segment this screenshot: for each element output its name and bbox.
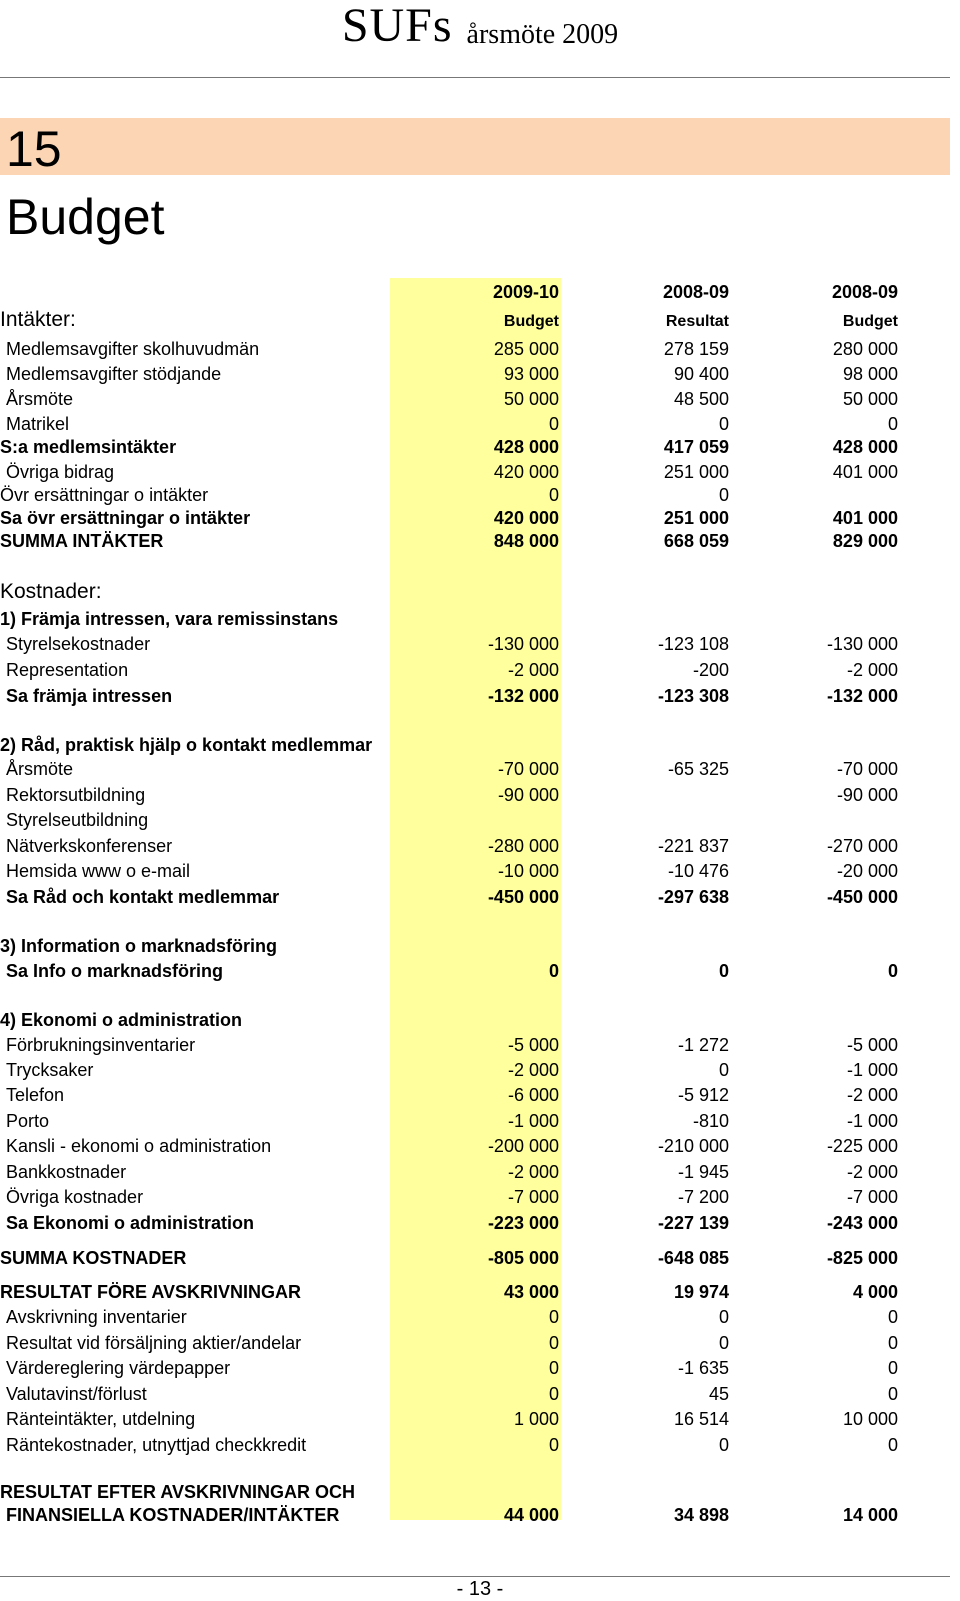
cell-c3: 10 000 — [842, 1409, 898, 1429]
cell-c2: 48 500 — [673, 389, 729, 409]
cell-c2: -210 000 — [657, 1136, 729, 1156]
row-label: Representation — [6, 660, 129, 680]
table-row — [0, 1083, 960, 1107]
cell-c1: 93 000 — [503, 364, 559, 384]
table-row — [0, 658, 960, 682]
col1-year: 2009-10 — [492, 282, 559, 302]
section-intakter: Intäkter: — [0, 308, 76, 331]
cell-c1: 285 000 — [493, 339, 559, 359]
cell-c2: -7 200 — [677, 1187, 729, 1207]
cell-c3: -450 000 — [826, 887, 898, 907]
subtotal-row — [0, 435, 960, 459]
cell-c1: 428 000 — [493, 437, 559, 457]
table-row — [0, 1407, 960, 1431]
row-label: Bankkostnader — [6, 1162, 127, 1182]
cell-c3: 50 000 — [842, 389, 898, 409]
row-label: S:a medlemsintäkter — [0, 437, 177, 457]
cell-c2: 251 000 — [663, 462, 729, 482]
cell-c2: -5 912 — [677, 1085, 729, 1105]
table-row — [0, 1058, 960, 1082]
row-label: Kansli - ekonomi o administration — [6, 1136, 272, 1156]
cell-c1: -90 000 — [497, 785, 559, 805]
table-row — [0, 834, 960, 858]
final-result-heading — [0, 1480, 960, 1504]
cell-c2: -10 476 — [667, 861, 729, 881]
cell-c3: -1 000 — [846, 1060, 898, 1080]
cell-c2: 278 159 — [663, 339, 729, 359]
cell-c1: -2 000 — [507, 1162, 559, 1182]
cell-c2: -65 325 — [667, 759, 729, 779]
cell-c2: 19 974 — [673, 1282, 729, 1302]
table-row — [0, 387, 960, 411]
table-row — [0, 859, 960, 883]
row-label: Rektorsutbildning — [6, 785, 146, 805]
cell-c3: -2 000 — [846, 1162, 898, 1182]
row-label: Porto — [6, 1111, 50, 1131]
row-label: Räntekostnader, utnyttjad checkkredit — [6, 1435, 307, 1455]
cell-c3: 829 000 — [832, 531, 898, 551]
cell-c1: -450 000 — [487, 887, 559, 907]
row-label: Sa främja intressen — [6, 686, 173, 706]
cell-c3: -2 000 — [846, 660, 898, 680]
table-row — [0, 1033, 960, 1057]
row-label: Trycksaker — [6, 1060, 94, 1080]
group-heading — [0, 607, 960, 631]
cell-c3: -2 000 — [846, 1085, 898, 1105]
cell-c3: 401 000 — [832, 462, 898, 482]
table-row — [0, 1331, 960, 1355]
col2-type: Resultat — [665, 313, 729, 330]
header-subtitle: årsmöte 2009 — [466, 19, 619, 50]
cell-c2: 0 — [718, 1333, 729, 1353]
cell-c1: -70 000 — [497, 759, 559, 779]
row-label: Årsmöte — [6, 389, 74, 409]
cell-c2: -297 638 — [657, 887, 729, 907]
cell-c3: 0 — [887, 1384, 898, 1404]
cell-c1: 0 — [548, 1435, 559, 1455]
header-divider — [0, 77, 950, 78]
row-label: Valutavinst/förlust — [6, 1384, 147, 1404]
table-row — [0, 362, 960, 386]
row-label: 3) Information o marknadsföring — [0, 936, 278, 956]
row-label: Sa Råd och kontakt medlemmar — [6, 887, 280, 907]
row-label: Sa Info o marknadsföring — [6, 961, 224, 981]
cell-c3: 428 000 — [832, 437, 898, 457]
table-row — [0, 1160, 960, 1184]
cell-c1: -130 000 — [487, 634, 559, 654]
column-year-row — [0, 280, 960, 304]
cell-c3: 0 — [887, 1307, 898, 1327]
row-label: Medlemsavgifter stödjande — [6, 364, 222, 384]
cell-c1: -6 000 — [507, 1085, 559, 1105]
row-label: Övr ersättningar o intäkter — [0, 485, 209, 505]
cell-c3: -825 000 — [826, 1248, 898, 1268]
cell-c3: -130 000 — [826, 634, 898, 654]
cell-c3: 0 — [887, 1358, 898, 1378]
page-header — [0, 0, 960, 50]
cell-c3: -90 000 — [836, 785, 898, 805]
cell-c1: -280 000 — [487, 836, 559, 856]
cell-c2: -123 308 — [657, 686, 729, 706]
chapter-title: Budget — [6, 189, 165, 245]
row-label: Övriga kostnader — [6, 1187, 144, 1207]
cell-c2: -227 139 — [657, 1213, 729, 1233]
table-row — [0, 1109, 960, 1133]
cell-c1: 420 000 — [493, 508, 559, 528]
row-label: Styrelsekostnader — [6, 634, 151, 654]
cell-c1: 43 000 — [503, 1282, 559, 1302]
table-row — [0, 483, 960, 507]
row-label: Matrikel — [6, 414, 70, 434]
row-label: FINANSIELLA KOSTNADER/INTÄKTER — [6, 1505, 340, 1525]
cell-c3: -20 000 — [836, 861, 898, 881]
cell-c1: -132 000 — [487, 686, 559, 706]
cell-c1: -200 000 — [487, 1136, 559, 1156]
cell-c1: 0 — [548, 1358, 559, 1378]
cell-c2: 0 — [718, 1435, 729, 1455]
row-label: Nätverkskonferenser — [6, 836, 173, 856]
cell-c3: -70 000 — [836, 759, 898, 779]
cell-c1: 0 — [548, 485, 559, 505]
cell-c1: 50 000 — [503, 389, 559, 409]
table-row — [0, 1382, 960, 1406]
subtotal-row — [0, 506, 960, 530]
row-label: 4) Ekonomi o administration — [0, 1010, 243, 1030]
cell-c1: 0 — [548, 414, 559, 434]
row-label: Avskrivning inventarier — [6, 1307, 187, 1327]
cell-c3: -5 000 — [846, 1035, 898, 1055]
cell-c3: 280 000 — [832, 339, 898, 359]
table-row — [0, 337, 960, 361]
total-row — [0, 1246, 960, 1270]
cell-c1: -1 000 — [507, 1111, 559, 1131]
cell-c1: -2 000 — [507, 1060, 559, 1080]
group-heading — [0, 1008, 960, 1032]
cell-c2: -1 635 — [677, 1358, 729, 1378]
row-label: Förbrukningsinventarier — [6, 1035, 196, 1055]
cell-c1: -223 000 — [487, 1213, 559, 1233]
col3-type: Budget — [842, 313, 898, 330]
total-row — [0, 529, 960, 553]
table-row — [0, 1305, 960, 1329]
cell-c3: -1 000 — [846, 1111, 898, 1131]
cell-c3: -243 000 — [826, 1213, 898, 1233]
row-label: 2) Råd, praktisk hjälp o kontakt medlemmar — [0, 735, 373, 755]
cell-c1: 1 000 — [513, 1409, 559, 1429]
chapter-number: 15 — [6, 121, 62, 177]
table-row — [0, 808, 960, 832]
cell-c2: 34 898 — [673, 1505, 729, 1525]
subtotal-row — [0, 684, 960, 708]
cell-c1: -5 000 — [507, 1035, 559, 1055]
subtotal-row — [0, 1211, 960, 1235]
cell-c2: 0 — [718, 1307, 729, 1327]
cell-c2: 0 — [718, 414, 729, 434]
table-row — [0, 1433, 960, 1457]
cell-c3: 401 000 — [832, 508, 898, 528]
cell-c1: 0 — [548, 1384, 559, 1404]
cell-c3: 0 — [887, 414, 898, 434]
table-row — [0, 757, 960, 781]
cell-c2: -648 085 — [657, 1248, 729, 1268]
cell-c2: -221 837 — [657, 836, 729, 856]
row-label: 1) Främja intressen, vara remissinstans — [0, 609, 339, 629]
section-kostnader-row — [0, 580, 960, 604]
cell-c2: 417 059 — [663, 437, 729, 457]
cell-c1: -7 000 — [507, 1187, 559, 1207]
cell-c3: 0 — [887, 961, 898, 981]
total-row — [0, 1280, 960, 1304]
cell-c2: -1 945 — [677, 1162, 729, 1182]
cell-c1: 0 — [548, 961, 559, 981]
section-kostnader: Kostnader: — [0, 580, 102, 603]
cell-c1: 0 — [548, 1333, 559, 1353]
row-label: Årsmöte — [6, 759, 74, 779]
cell-c2: -810 — [692, 1111, 729, 1131]
cell-c2: 251 000 — [663, 508, 729, 528]
row-label: Ränteintäkter, utdelning — [6, 1409, 196, 1429]
cell-c2: 0 — [718, 961, 729, 981]
row-label: Sa övr ersättningar o intäkter — [0, 508, 251, 528]
table-row — [0, 632, 960, 656]
cell-c1: 848 000 — [493, 531, 559, 551]
cell-c2: -123 108 — [657, 634, 729, 654]
col2-year: 2008-09 — [662, 282, 729, 302]
row-label: Medlemsavgifter skolhuvudmän — [6, 339, 260, 359]
cell-c1: 420 000 — [493, 462, 559, 482]
cell-c3: 0 — [887, 1333, 898, 1353]
column-type-row — [0, 308, 960, 332]
cell-c3: -225 000 — [826, 1136, 898, 1156]
cell-c2: -1 272 — [677, 1035, 729, 1055]
table-row — [0, 783, 960, 807]
row-label: SUMMA INTÄKTER — [0, 531, 164, 551]
cell-c2: 0 — [718, 1060, 729, 1080]
cell-c1: 44 000 — [503, 1505, 559, 1525]
table-row — [0, 412, 960, 436]
cell-c3: 14 000 — [842, 1505, 898, 1525]
row-label: SUMMA KOSTNADER — [0, 1248, 187, 1268]
row-label: RESULTAT FÖRE AVSKRIVNINGAR — [0, 1282, 301, 1302]
subtotal-row — [0, 959, 960, 983]
col1-type: Budget — [503, 313, 559, 330]
row-label: Värdereglering värdepapper — [6, 1358, 231, 1378]
final-result-row — [0, 1503, 960, 1527]
row-label: Styrelseutbildning — [6, 810, 149, 830]
table-row — [0, 460, 960, 484]
row-label: RESULTAT EFTER AVSKRIVNINGAR OCH — [0, 1482, 355, 1502]
cell-c3: 4 000 — [852, 1282, 898, 1302]
cell-c3: 0 — [887, 1435, 898, 1455]
cell-c1: -805 000 — [487, 1248, 559, 1268]
row-label: Övriga bidrag — [6, 462, 115, 482]
table-row — [0, 1356, 960, 1380]
sufs-logo: SUFs — [341, 0, 453, 52]
cell-c2: 45 — [708, 1384, 729, 1404]
footer-divider — [0, 1576, 950, 1577]
cell-c1: -10 000 — [497, 861, 559, 881]
cell-c3: -270 000 — [826, 836, 898, 856]
cell-c1: -2 000 — [507, 660, 559, 680]
cell-c2: -200 — [692, 660, 729, 680]
row-label: Sa Ekonomi o administration — [6, 1213, 255, 1233]
row-label: Resultat vid försäljning aktier/andelar — [6, 1333, 302, 1353]
subtotal-row — [0, 885, 960, 909]
row-label: Hemsida www o e-mail — [6, 861, 191, 881]
cell-c3: -132 000 — [826, 686, 898, 706]
group-heading — [0, 733, 960, 757]
chapter-band — [0, 118, 950, 175]
group-heading — [0, 934, 960, 958]
cell-c1: 0 — [548, 1307, 559, 1327]
cell-c3: 98 000 — [842, 364, 898, 384]
table-row — [0, 1134, 960, 1158]
row-label: Telefon — [6, 1085, 65, 1105]
table-row — [0, 1185, 960, 1209]
cell-c2: 16 514 — [673, 1409, 729, 1429]
page-number: - 13 - — [456, 1578, 504, 1600]
cell-c2: 0 — [718, 485, 729, 505]
col3-year: 2008-09 — [831, 282, 898, 302]
cell-c3: -7 000 — [846, 1187, 898, 1207]
cell-c2: 90 400 — [673, 364, 729, 384]
cell-c2: 668 059 — [663, 531, 729, 551]
